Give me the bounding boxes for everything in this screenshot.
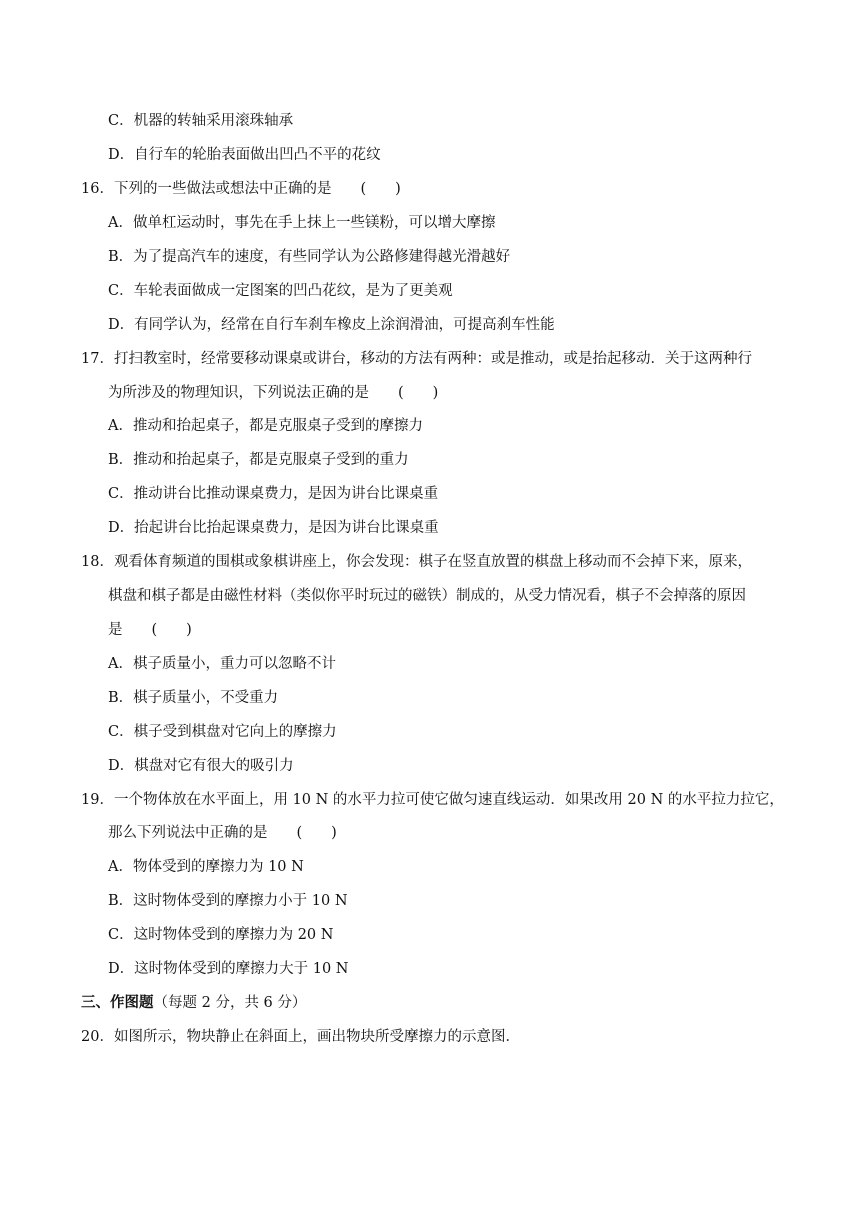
- q16-stem: 16．下列的一些做法或想法中正确的是 ( ): [81, 181, 401, 197]
- q19-option-a: A．物体受到的摩擦力为 10 N: [108, 859, 304, 875]
- q18-option-d: D．棋盘对它有很大的吸引力: [108, 758, 294, 774]
- q18-option-a: A．棋子质量小，重力可以忽略不计: [108, 656, 336, 672]
- q15-option-d: D．自行车的轮胎表面做出凹凸不平的花纹: [108, 147, 381, 163]
- q16-option-b: B．为了提高汽车的速度，有些同学认为公路修建得越光滑越好: [108, 249, 511, 265]
- q20-stem: 20．如图所示，物块静止在斜面上，画出物块所受摩擦力的示意图．: [81, 1029, 520, 1045]
- q19-stem-line2: 那么下列说法中正确的是 ( ): [108, 825, 337, 841]
- q17-option-b: B．推动和抬起桌子，都是克服桌子受到的重力: [108, 452, 409, 468]
- q18-option-b: B．棋子质量小，不受重力: [108, 690, 279, 706]
- q16-option-d: D．有同学认为，经常在自行车刹车橡皮上涂润滑油，可提高刹车性能: [108, 317, 555, 333]
- q19-stem-line1: 19．一个物体放在水平面上，用 10 N 的水平力拉可使它做匀速直线运动．如果改用 20 N 的水平拉力拉它，: [81, 792, 784, 808]
- q19-option-b: B．这时物体受到的摩擦力小于 10 N: [108, 893, 348, 909]
- q18-option-c: C．棋子受到棋盘对它向上的摩擦力: [108, 724, 337, 740]
- q19-option-d: D．这时物体受到的摩擦力大于 10 N: [108, 961, 349, 977]
- q19-option-c: C．这时物体受到的摩擦力为 20 N: [108, 927, 334, 943]
- q17-stem-line2: 为所涉及的物理知识，下列说法正确的是 ( ): [108, 385, 439, 401]
- q16-option-c: C．车轮表面做成一定图案的凹凸花纹，是为了更美观: [108, 283, 453, 299]
- section-3-note: （每题 2 分，共 6 分）: [153, 995, 307, 1011]
- q17-option-d: D．抬起讲台比抬起课桌费力，是因为讲台比课桌重: [108, 520, 439, 536]
- section-3-heading: [81, 993, 306, 1013]
- section-3-title: 三、作图题: [81, 994, 154, 1011]
- q17-option-c: C．推动讲台比推动课桌费力，是因为讲台比课桌重: [108, 486, 439, 502]
- q18-stem-line3: 是 ( ): [108, 622, 192, 638]
- q18-stem-line1: 18．观看体育频道的围棋或象棋讲座上，你会发现：棋子在竖直放置的棋盘上移动而不会掉下来，原来，: [81, 554, 752, 570]
- q15-option-c: C．机器的转轴采用滚珠轴承: [108, 113, 294, 129]
- q18-stem-line2: 棋盘和棋子都是由磁性材料（类似你平时玩过的磁铁）制成的，从受力情况看，棋子不会掉落的原因: [108, 588, 746, 604]
- q17-stem-line1: 17．打扫教室时，经常要移动课桌或讲台，移动的方法有两种：或是推动，或是抬起移动．关于这两种行: [81, 351, 752, 367]
- q16-option-a: A．做单杠运动时，事先在手上抹上一些镁粉，可以增大摩擦: [108, 215, 496, 231]
- q17-option-a: A．推动和抬起桌子，都是克服桌子受到的摩擦力: [108, 418, 423, 434]
